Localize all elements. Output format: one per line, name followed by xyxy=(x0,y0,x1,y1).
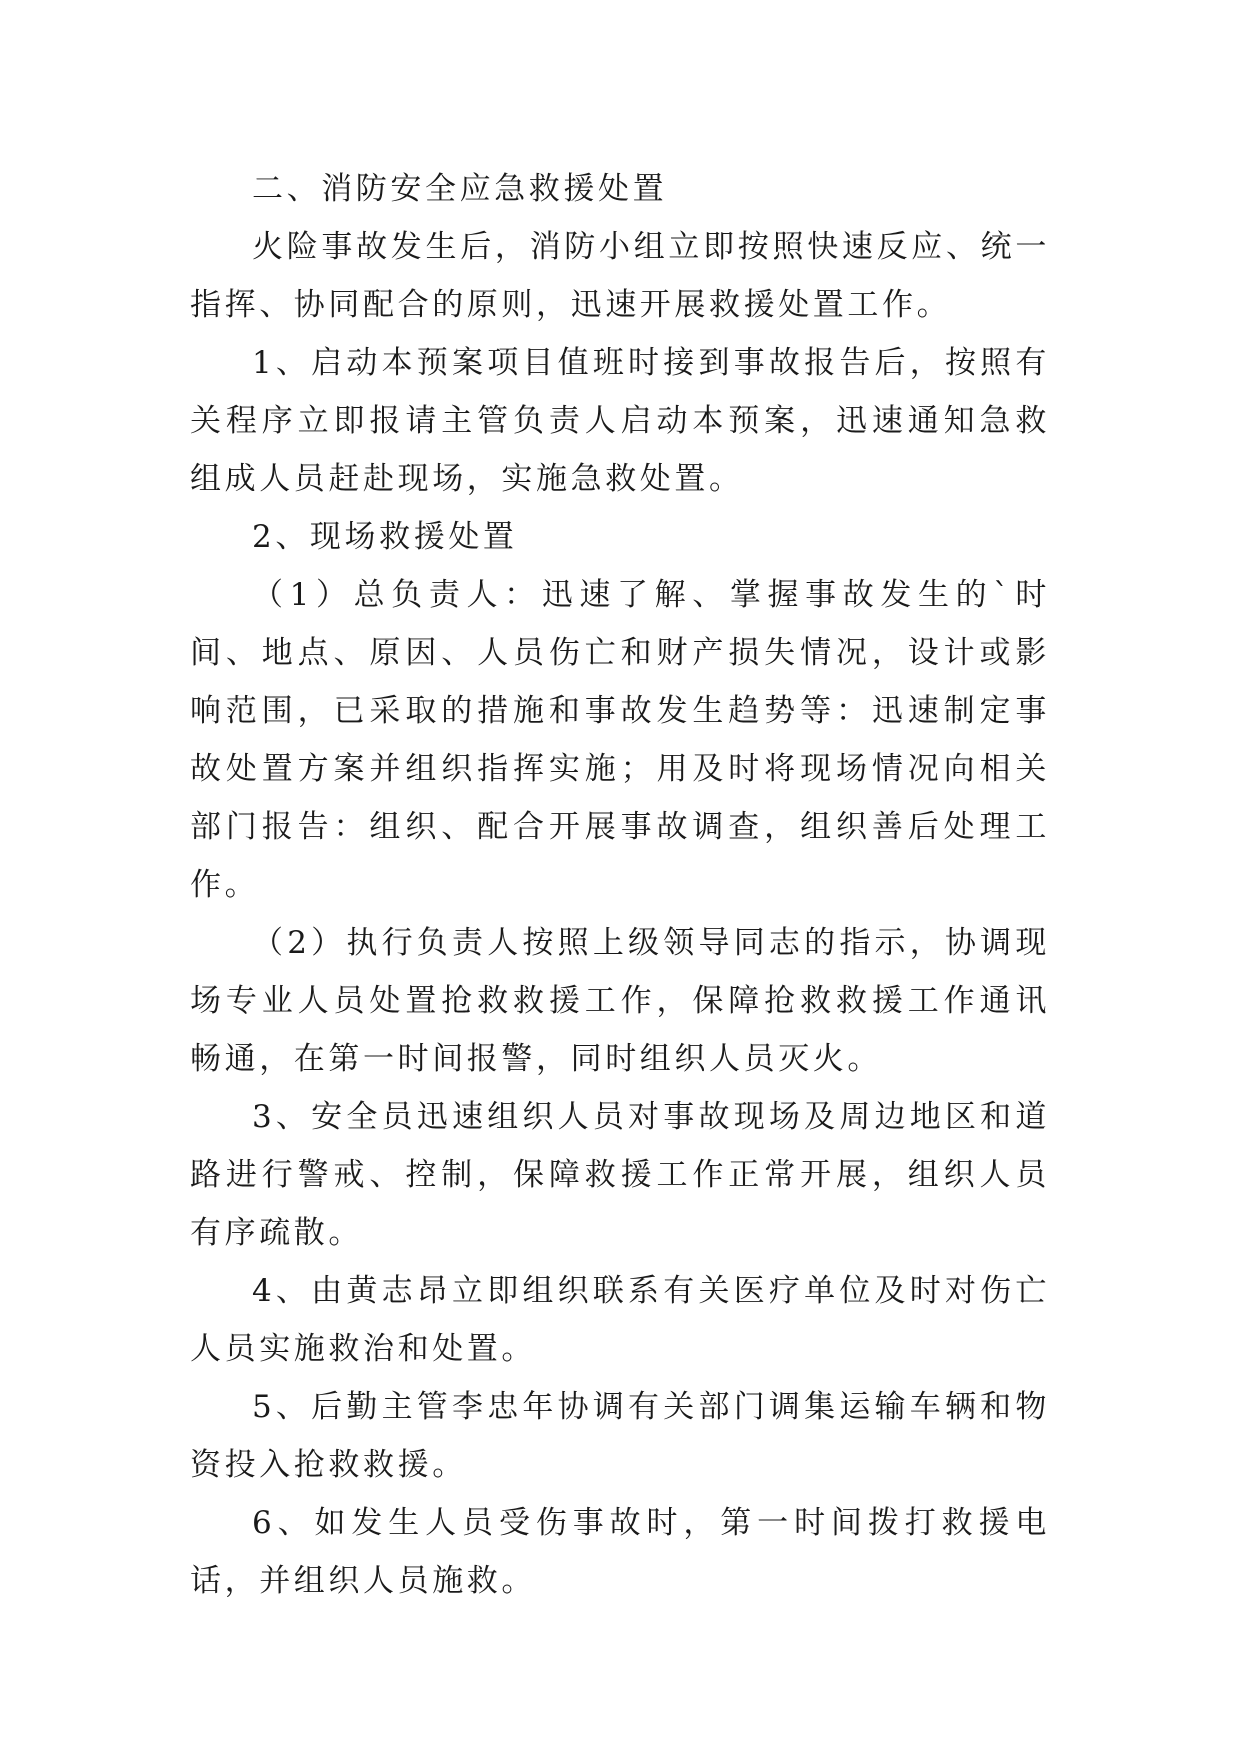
paragraph-item-3: 3、安全员迅速组织人员对事故现场及周边地区和道路进行警戒、控制，保障救援工作正常开展，组织人员有序疏散。 xyxy=(190,1099,1050,1251)
section-heading: 二、消防安全应急救援处置 xyxy=(252,171,668,207)
paragraph-item-2-2: （2）执行负责人按照上级领导同志的指示，协调现场专业人员处置抢救救援工作，保障抢救救援工作通讯畅通，在第一时间报警，同时组织人员灭火。 xyxy=(190,925,1050,1077)
paragraph-item-4: 4、由黄志昂立即组织联系有关医疗单位及时对伤亡人员实施救治和处置。 xyxy=(190,1273,1050,1367)
paragraph-item-5: 5、后勤主管李忠年协调有关部门调集运输车辆和物资投入抢救救援。 xyxy=(190,1389,1050,1483)
paragraph-item-2-1: （1）总负责人：迅速了解、掌握事故发生的`时间、地点、原因、人员伤亡和财产损失情况，设计或影响范围，已采取的措施和事故发生趋势等：迅速制定事故处置方案并组织指挥实施；用及时将现场情况向相关部门报告：组织、配合开展事故调查，组织善后处理工作。 xyxy=(190,577,1050,903)
paragraph-item-1: 1、启动本预案项目值班时接到事故报告后，按照有关程序立即报请主管负责人启动本预案，迅速通知急救组成人员赶赴现场，实施急救处置。 xyxy=(190,345,1050,497)
paragraph-item-6: 6、如发生人员受伤事故时，第一时间拨打救援电话，并组织人员施救。 xyxy=(190,1505,1050,1599)
paragraph-intro: 火险事故发生后，消防小组立即按照快速反应、统一指挥、协同配合的原则，迅速开展救援处置工作。 xyxy=(190,229,1050,323)
paragraph-item-2-heading: 2、现场救援处置 xyxy=(252,519,518,555)
document-body xyxy=(190,160,1050,1610)
